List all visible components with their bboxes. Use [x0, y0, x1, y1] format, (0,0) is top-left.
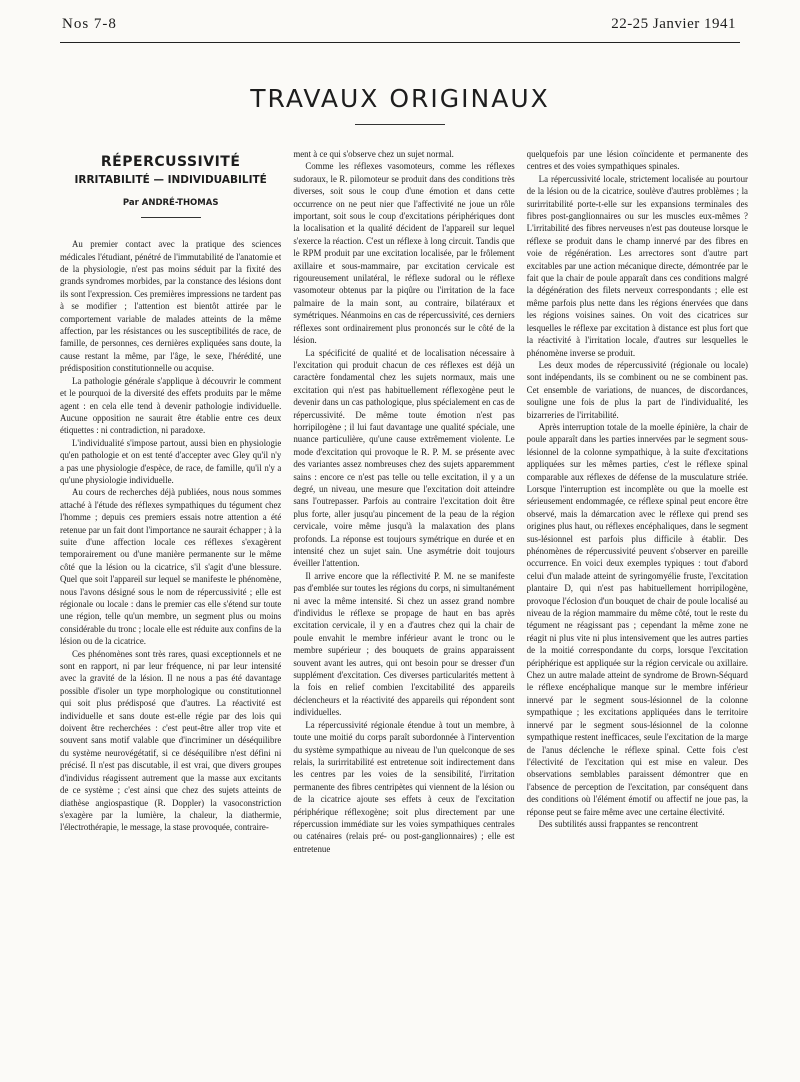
section-rule: [355, 124, 445, 125]
paragraph: La spécificité de qualité et de localisation nécessaire à l'excitation qui produit chacun de ces réflexes est déjà un caractère fondamental chez les sujets normaux, mais une excitation qui n'est pas habituellement réflexogène peut le devenir dans un cas pathologique, plus spécialement en cas de répercussivité. De même toute émotion n'est pas horripilogène ; il lui faut davantage une qualité spéciale, une nuance particulière, qu'une cause extrêmement violente. Le mode d'excitation qui provoque le R. P. M. se présente avec des variantes assez nombreuses chez des sujets apparemment sains : encore ce n'est pas telle ou telle excitation, il y a un degré, un niveau, une mesure que l'excitation doit atteindre sans l'outrepasser. Parfois au contraire l'excitation doit être plus forte, aller jusqu'au pincement de la peau de la région cervicale, voire même jusqu'à la malaxation des plans profonds. La réponse est toujours symétrique en durée et en intensité chez un sujet sain. Une asymétrie doit toujours éveiller l'attention.: [293, 347, 515, 569]
paragraph: quelquefois par une lésion coïncidente et permanente des centres et des voies sympathiques spinales.: [526, 149, 748, 172]
paragraph: Au premier contact avec la pratique des sciences médicales l'étudiant, pénétré de l'immutabilité de l'anatomie et de la physiologie, n'est pas moins séduit par la fixité des grands syndromes morbides, par la constance des lésions dont ils sont l'expression. Ces premières impressions ne tardent pas à se modifier ; l'attention est bientôt attirée par le comportement variable de malades atteints de la même affection, par les résistances ou les susceptibilités de race, de famille, de personnes, ces dernières expliquées sans doute, la cause restant la même, par l'âge, le sexe, l'hérédité, une prédisposition constitutionnelle ou acquise.: [60, 239, 282, 374]
paragraph: Il arrive encore que la réflectivité P. M. ne se manifeste pas d'emblée sur toutes les régions du corps, ni simultanément ni avec la même intensité. Si chez un assez grand nombre d'individus le réflexe se propage de haut en bas après excitation cervicale, il y en a d'autres chez qui la chair de poule envahit le membre inférieur avant le tronc ou le membre supérieur ; des bouquets de grains apparaissent souvent avant les autres, qui ont besoin pour se dresser d'un supplément d'excitation. Ces diverses particularités mettent à la fois en relief combien l'excitabilité des appareils déclencheurs et la réactivité des appareils qui répondent sont individuelles.: [293, 570, 515, 718]
article-author: Par ANDRÉ-THOMAS: [122, 197, 219, 208]
author-rule: [141, 217, 201, 218]
page-header: [62, 16, 736, 40]
column-3: [527, 148, 748, 1068]
paragraph: Après interruption totale de la moelle épinière, la chair de poule apparaît dans les parties innervées par le segment sous-lésionnel de la colonne sympathique, à la suite d'excitations appliquées sur les mêmes parties, c'est le réflexe spinal comparable aux réflexes de défense de la musculature striée. Lorsque l'interruption est incomplète ou que la moelle est sérieusement endommagée, ce réflexe spinal peut encore être observé, mais la démarcation avec le réflexe qui prend ses origines plus haut, ou réflexes encéphaliques, dans le segment sus-lésionnel est parfois plus difficile à établir. Des phénomènes de répercussivité peuvent s'observer en pareille occurrence. En voici deux exemples typiques : tout d'abord celui d'un malade atteint de syringomyélie fruste, l'excitation plantaire D, qui n'est pas habituellement horripilogène, provoque l'éclosion d'un bouquet de chair de poule localisé au niveau de la région mammaire du même côté, tout le reste du tégument ne réagissant pas ; cependant la même zone ne réagit ni plus vite ni plus intensivement que les autres parties de la moitié correspondante du corps, lorsque l'excitation périphérique est appliquée sur la région cervicale ou axillaire. Chez un autre malade atteint de syndrome de Brown-Séquard le réflexe encéphalique manque sur le membre inférieur innervé par le segment sous-lésionnel de la colonne sympathique ; les excitations appliquées dans le territoire innervé par le segment sous-lésionnel de la colonne sympathique restent inefficaces, seule l'excitation de la marge de l'anus déclenche le réflexe spinal. Cette fois c'est l'électivité de l'excitation qui est mise en valeur. Des observations semblables paraissent démontrer que en l'absence de perception de l'excitation, par conséquent dans des conditions où l'élément émotif ou affectif ne joue pas, la réponse peut se faire même avec une certaine électivité.: [526, 421, 748, 817]
issue-number: Nos 7-8: [62, 16, 117, 32]
paragraph: Ces phénomènes sont très rares, quasi exceptionnels et ne sont en rapport, ni par leur fréquence, ni par leur intensité avec la gravité de la lésion. Il ne nous a pas été davantage possible d'isoler un type morphologique ou constitutionnel qui soit plus prédisposé que d'autres. La réactivité est individuelle et sans doute est-elle régie par des lois qui doivent être recherchées : c'est peut-être aller trop vite et souvent sans motif valable que d'incriminer un déséquilibre du système neurovégétatif, si ce déséquilibre n'est défini ni précisé. Il n'est pas discutable, il est vrai, que divers groupes d'individus réagissent autrement que la masse aux excitants de ce système ; c'est ainsi que chez des sujets atteints de diathèse angiospastique (R. Doppler) la vasoconstriction s'exagère par la lumière, la chaleur, la diathermie, l'électrothérapie, le message, la stase provoquée, contraire-: [60, 648, 282, 833]
paragraph: ment à ce qui s'observe chez un sujet normal.: [293, 149, 454, 159]
article-columns: [60, 148, 748, 1068]
article-title: RÉPERCUSSIVITÉ: [100, 154, 241, 170]
paragraph: La répercussivité locale, strictement localisée au pourtour de la lésion ou de la cicatrice, soulève d'autres problèmes ; la surirritabilité porte-t-elle sur les expansions terminales des fibres post-ganglionnaires ou sur les muscles eux-mêmes ? L'irritabilité des fibres nerveuses n'est pas douteuse lorsque le réflexe se produit dans le champ innervé par des fibres en voie de régénération. Les arrectores sont d'autre part excitables par une action mécanique directe, démontrée par le fait que la chair de poule apparaît dans ces conditions malgré la dégénération des filets nerveux correspondants ; elle est même parfois plus nette dans les régions énervées que dans les régions voisines saines. On voit des cicatrices sur lesquelles le réflexe par excitation à distance est plus fort que la réactivité à l'irritation locale, d'autres sur lesquelles le phénomène inverse se produit.: [526, 173, 748, 358]
paragraph: Les deux modes de répercussivité (régionale ou locale) sont indépendants, ils se combinent ou ne se combinent pas. Cet ensemble de variations, de nuances, de discordances, souligne une fois de plus la part de l'individualité, les bizarreries de l'irritabilité.: [526, 359, 748, 420]
paragraph: La pathologie générale s'applique à découvrir le comment et le pourquoi de la diversité des effets produits par le même agent : en cela elle tend à devenir pathologie individuelle. Aucune opposition ne saurait être établie entre ces deux étiquettes : ni contradiction, ni paradoxe.: [60, 375, 282, 436]
section-title: TRAVAUX ORIGINAUX: [250, 84, 550, 113]
column-2: [293, 148, 514, 1068]
issue-date: 22-25 Janvier 1941: [611, 16, 736, 32]
paragraph: Au cours de recherches déjà publiées, nous nous sommes attaché à l'étude des réflexes sympathiques du tégument chez l'homme ; depuis ces premiers essais notre attention a été retenue par un fait dont l'importance ne saurait échapper ; à la suite d'une affection locale ces réflexes s'exagèrent temporairement ou d'une manière permanente sur le même côté que la lésion ou la cicatrice, s'il s'agit d'une blessure. Quel que soit l'appareil sur lequel se manifeste le phénomène, nous l'avons désigné sous le nom de répercussivité ; elle est régionale ou locale : dans le premier cas elle s'étend sur toute une région, telle qu'un membre, un segment plus ou moins considérable du tronc ; locale elle est réduite aux confins de la lésion ou de la cicatrice.: [60, 487, 282, 647]
paragraph: Des subtilités aussi frappantes se rencontrent: [538, 818, 699, 829]
paragraph: La répercussivité régionale étendue à tout un membre, à toute une moitié du corps paraît subordonnée à l'intervention du système sympathique au niveau de l'un quelconque de ses relais, la surirritabilité est entretenue soit indirectement dans les centres par les voies de la sensibilité, l'irritation permanente des fibres centripètes qui viennent de la lésion ou de la cicatrice ajoute ses effets à ceux de l'excitation périphérique réflexogène; soit plus directement par une répercussion immédiate sur les voies sympathiques centrales ou caténaires (relais pré- ou post-ganglionnaires) ; elle est entretenue: [293, 719, 515, 854]
header-rule: [60, 42, 740, 43]
article-subtitle: IRRITABILITÉ — INDIVIDUABILITÉ: [74, 174, 267, 187]
paragraph: L'individualité s'impose partout, aussi bien en physiologie qu'en pathologie et on est tenté d'accepter avec Gley qu'il n'y a pas une physiologie d'espèce, de race, de famille, qu'il n'y a qu'une physiologie individuelle.: [60, 437, 282, 485]
column-1: [60, 148, 281, 1068]
paragraph: Comme les réflexes vasomoteurs, comme les réflexes sudoraux, le R. pilomoteur se produit dans des conditions très diverses, soit sous le coup d'une émotion et dans cette occurrence on ne peut nier que l'affectivité ne joue un rôle important, soit sous le coup d'excitations périphériques dont la localisation et la qualité décident de l'appareil sur lequel s'exerce la réaction. C'est un réflexe à long circuit. Tandis que le RPM produit par une excitation localisée, par le frôlement axillaire et sous-mammaire, par excitation cervicale est rigoureusement unilatéral, le réflexe sudoral ou le réflexe vasomoteur obtenus par la piqûre ou l'irritation de la face palmaire de la main sont, au contraire, bilatéraux et symétriques. Néanmoins en cas de répercussivité, ces derniers réflexes sont ordinairement plus prononcés sur le côté de la lésion.: [293, 161, 515, 346]
